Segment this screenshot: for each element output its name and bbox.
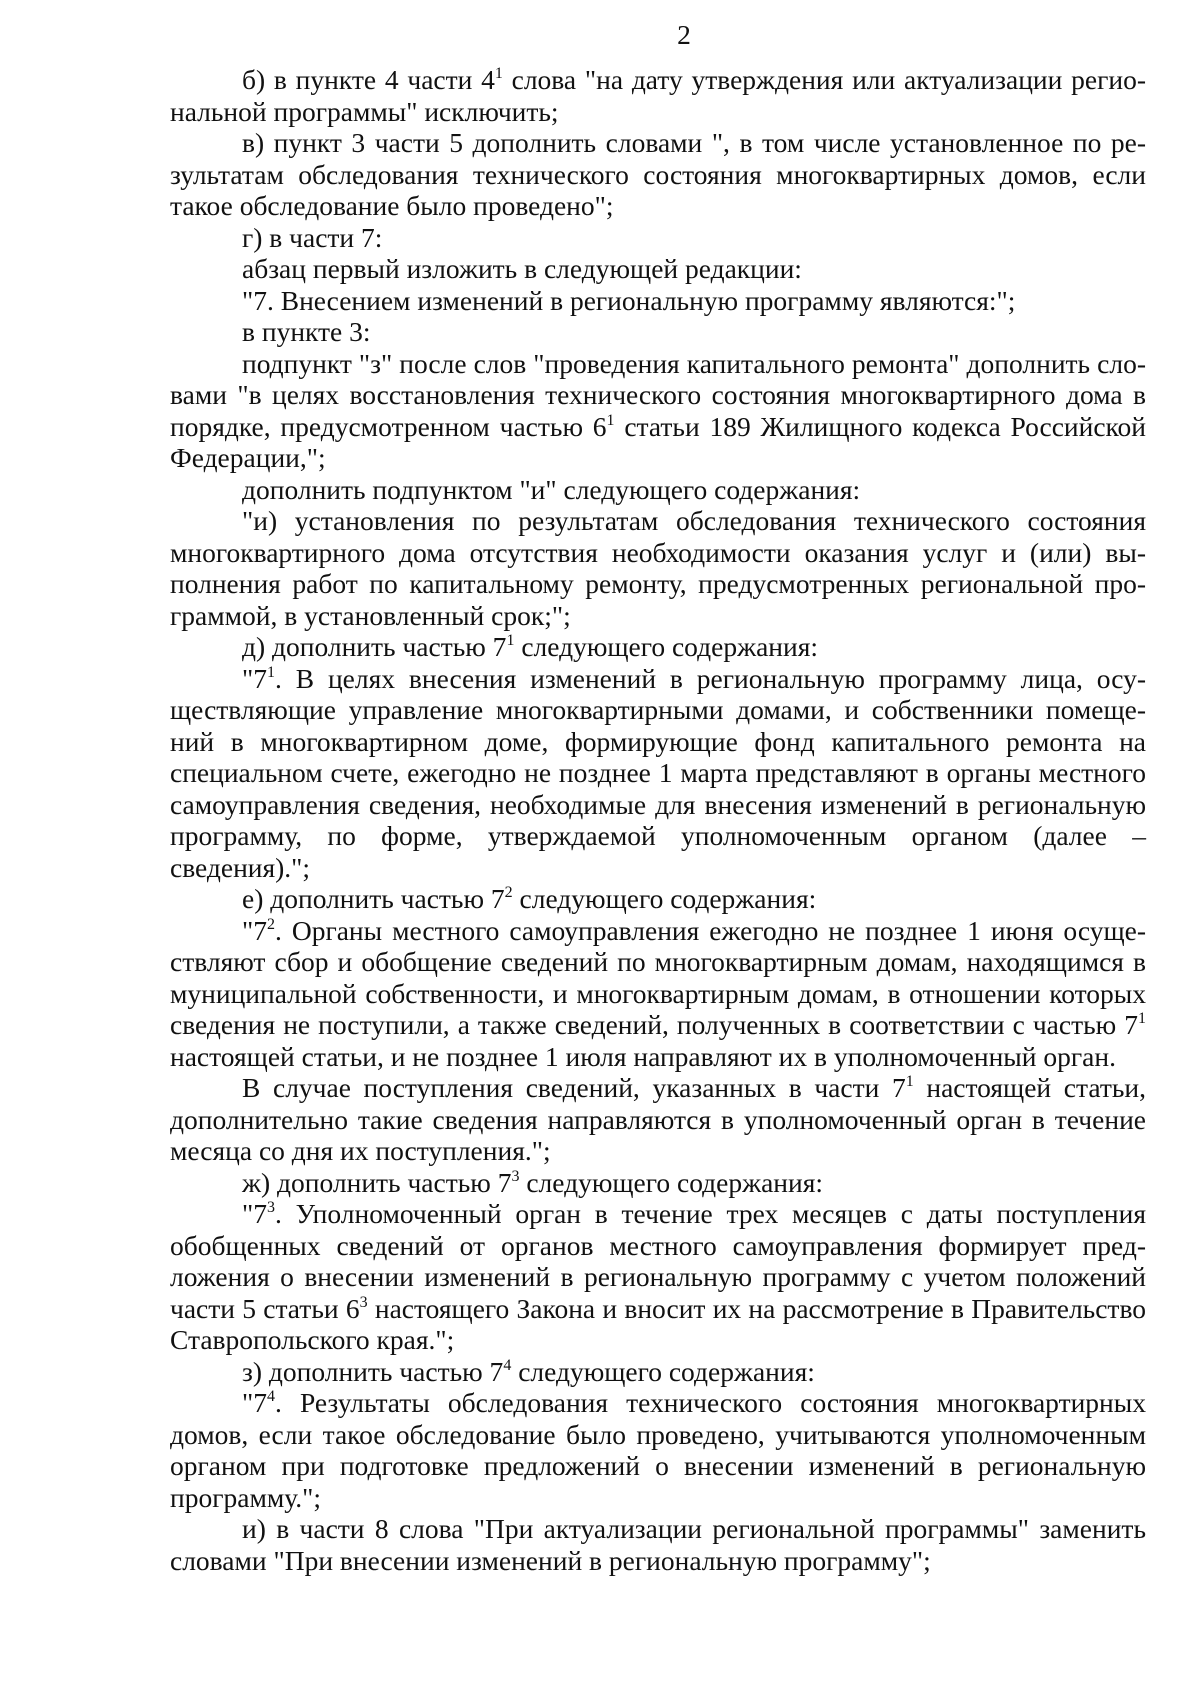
g-item-i: "и) установления по результатам обследования технического состояния многоквартирного дома отсутствия необходимости оказания услуг и (или) выполнения работ по капитальному ремонту, предусмотренных региональной программой, в установленный срок;"; xyxy=(170,505,1146,631)
z-clause: з) дополнить частью $7^4$ следующего содержания: xyxy=(242,1355,815,1387)
e-clause: е) дополнить частью $7^2$ следующего содержания: xyxy=(242,883,817,914)
g-item-3: в пункте 3: xyxy=(242,316,371,347)
page-number: 2 xyxy=(677,19,691,50)
e-para-2: В случае поступления сведений, указанных в части $7^1$ настоящей статьи, дополнительно такие сведения направляются в уполномоченный орган в течение месяца со дня их поступления."; xyxy=(170,1072,1146,1166)
d-quote: "$7^1$. В целях внесения изменений в региональную программу лица, осуществляющие управление многоквартирными домами, и собственники помещений в многоквартирном доме, формирующие фонд капитального ремонта на специальном счете, ежегодно не позднее 1 марта представляют в органы местного самоуправления сведения, необходимые для внесения изменений в региональную программу, по форме, утверждаемой уполномоченным органом (далее – сведения)."; xyxy=(170,662,1146,883)
e-quote: "$7^2$. Органы местного самоуправления ежегодно не позднее 1 июня осуществляют сбор и обобщение сведений по многоквартирным домам, находящимся в муниципальной собственности, и многоквартирным домам, в отношении которых сведения не поступили, а также сведений, полученных в соответствии с частью $7^1$ настоящей статьи, и не позднее 1 июля направляют их в уполномоченный орган. xyxy=(170,914,1146,1072)
zh-quote: "$7^3$. Уполномоченный орган в течение трех месяцев с даты поступления обобщенных сведений от органов местного самоуправления формирует предложения о внесении изменений в региональную программу с учетом положений части 5 статьи $6^3$ настоящего Закона и вносит их на рассмотрение в Правительство Ставропольского края."; xyxy=(170,1198,1146,1355)
g-abzac-1: абзац первый изложить в следующей редакции: xyxy=(242,253,802,284)
g-dopolnit-i: дополнить подпунктом "и" следующего содержания: xyxy=(242,473,861,505)
i-clause: и) в части 8 слова "При актуализации региональной программы" заменить словами "При внесении изменений в региональную программу"; xyxy=(170,1513,1146,1576)
g-clause: г) в части 7: xyxy=(242,221,383,253)
b-clause: б) в пункте 4 части $4^1$ слова "на дату утверждения или актуализации региональной программы" исключить; xyxy=(170,64,1146,127)
v-clause: в) пункт 3 части 5 дополнить словами ", в том числе установленное по результатам обследования технического состояния многоквартирных домов, если такое обследование было проведено"; xyxy=(170,127,1146,221)
zh-clause: ж) дополнить частью $7^3$ следующего содержания: xyxy=(242,1166,824,1198)
z-quote: "$7^4$. Результаты обследования технического состояния многоквартирных домов, если такое обследование было проведено, учитываются уполномоченным органом при подготовке предложений о внесении изменений в региональную программу."; xyxy=(170,1387,1146,1513)
g-item-3-z: подпункт "з" после слов "проведения капитального ремонта" дополнить словами "в целях восстановления технического состояния многоквартирного дома в порядке, предусмотренном частью $6^1$ статьи 189 Жилищного кодекса Российской Федерации,"; xyxy=(170,347,1146,473)
d-clause: д) дополнить частью $7^1$ следующего содержания: xyxy=(242,631,819,662)
g-abzac-1-quote: "7. Внесением изменений в региональную программу являются:"; xyxy=(242,284,1016,316)
document-page xyxy=(170,14,1146,1576)
